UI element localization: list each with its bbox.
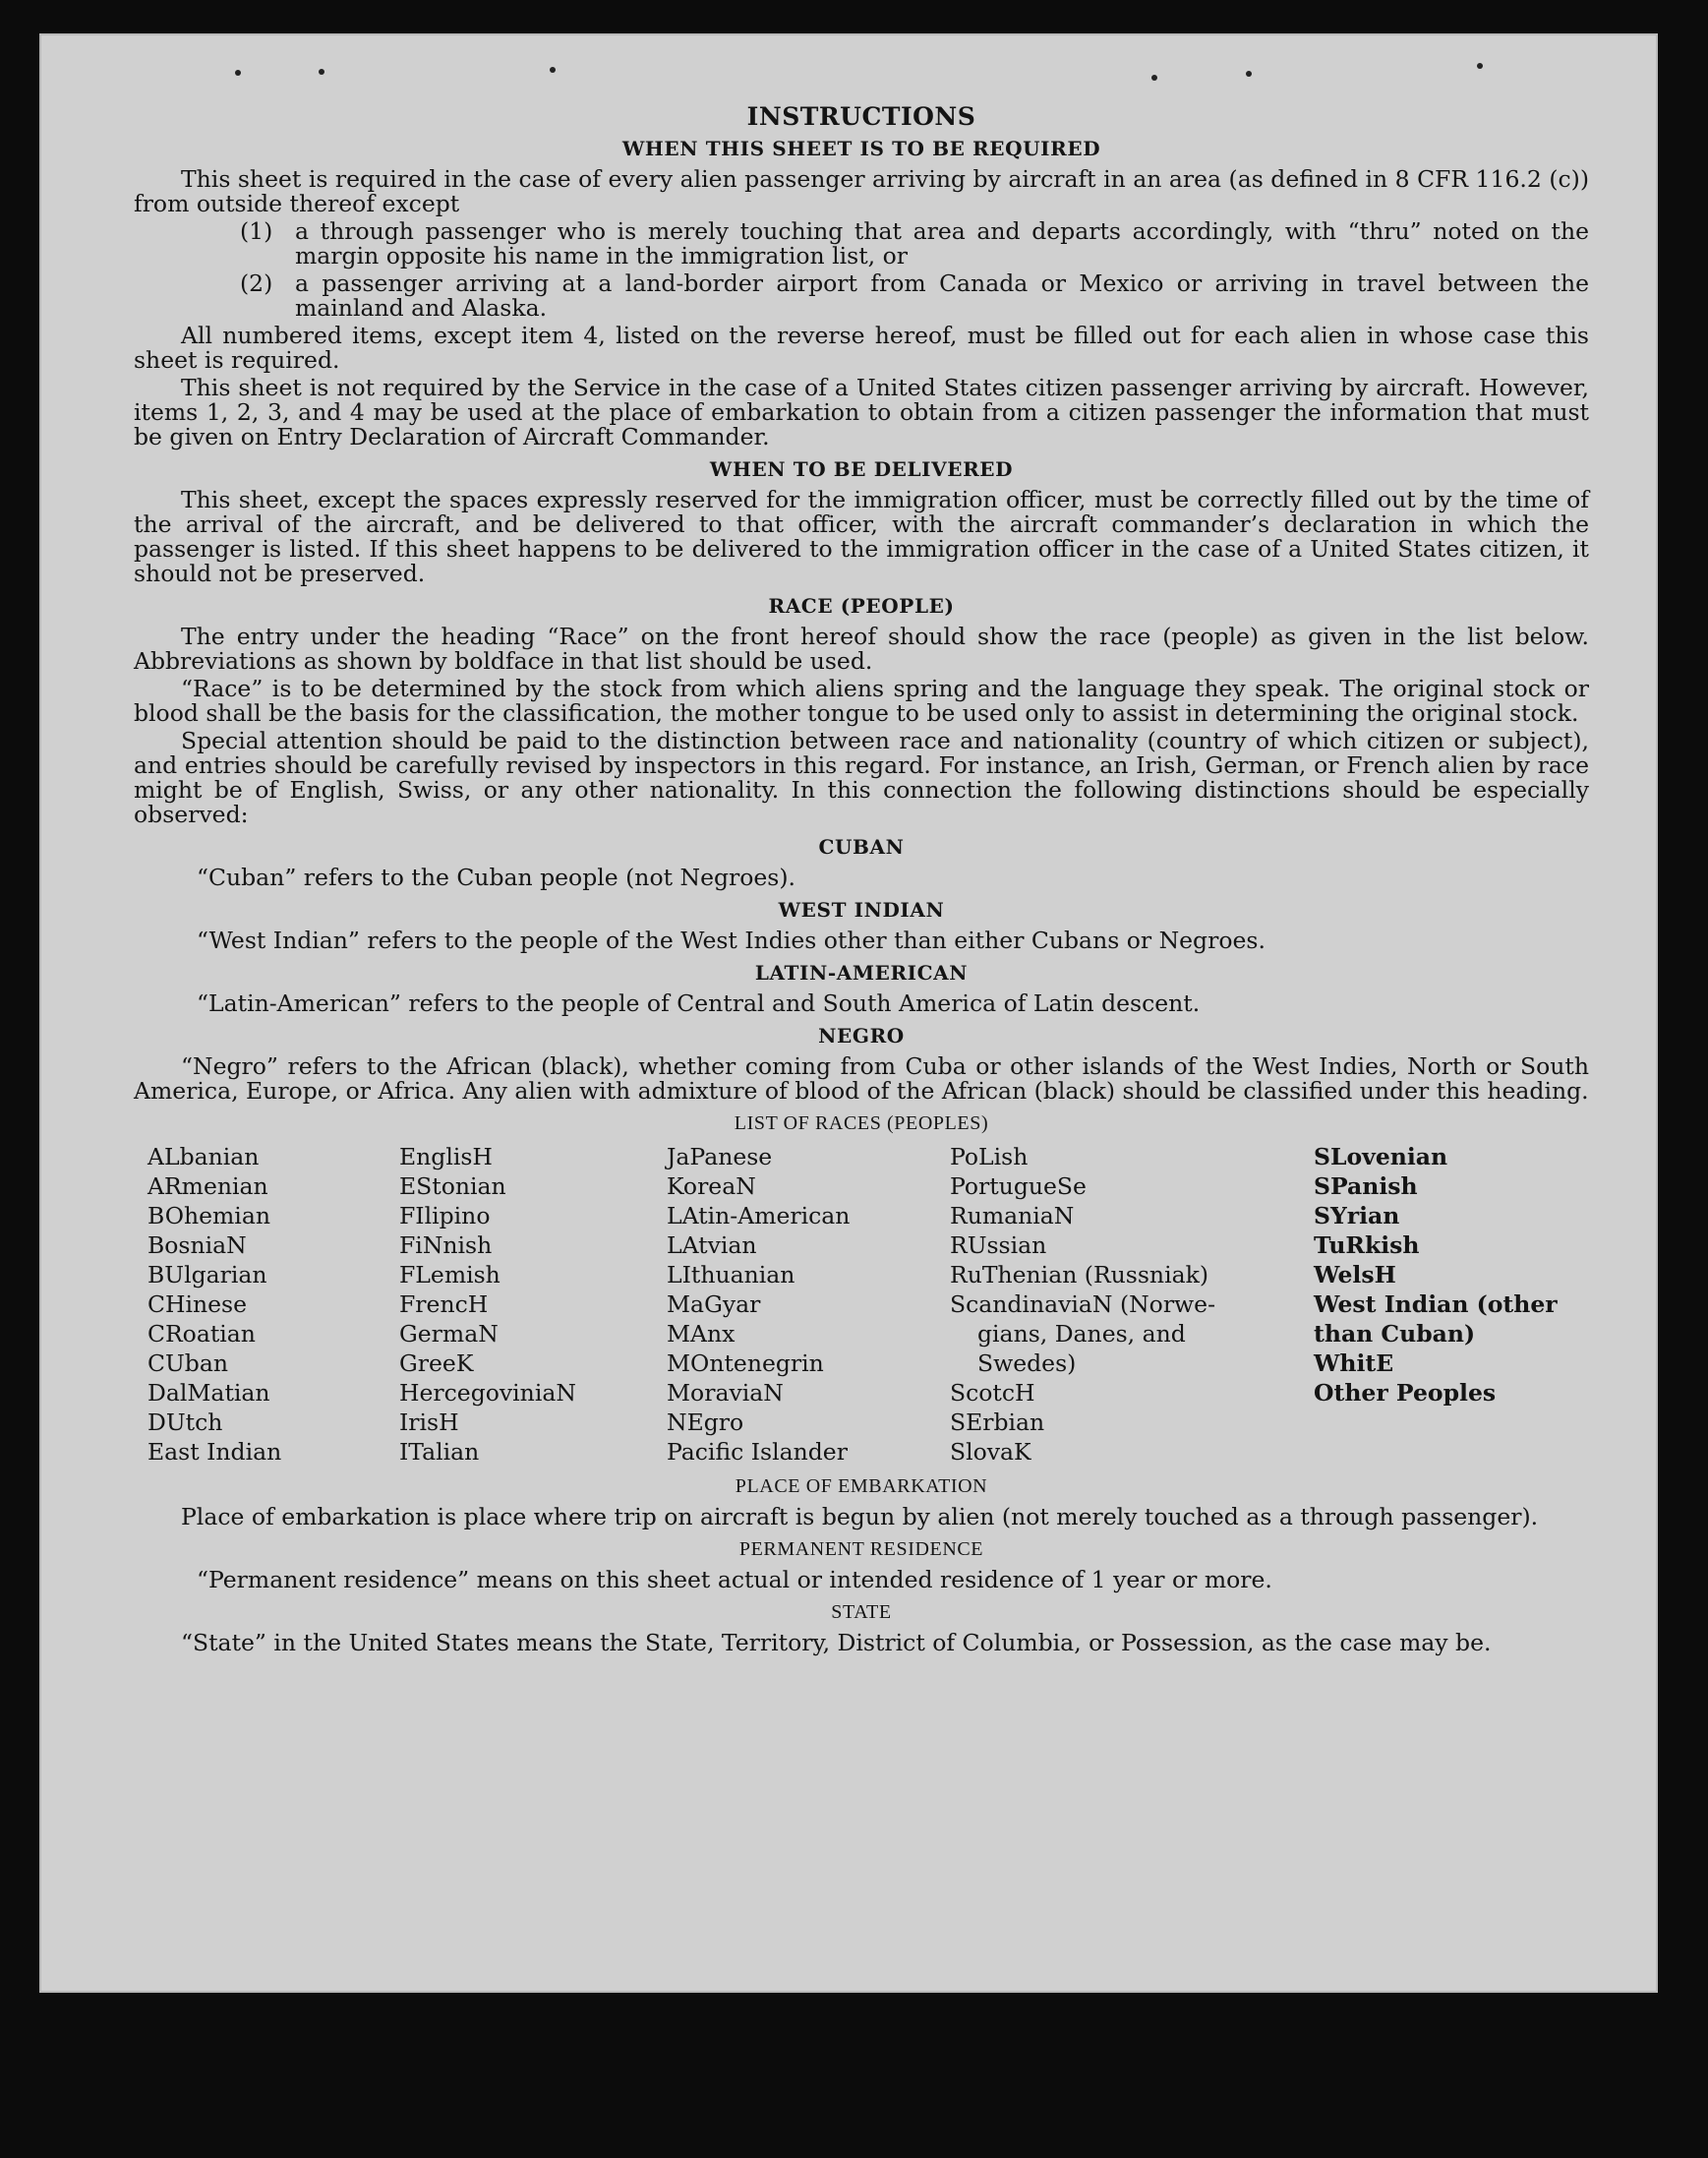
race-entry: ALbanian [147, 1143, 260, 1170]
paragraph: “Permanent residence” means on this sheet actual or intended residence of 1 year or more. [197, 1566, 1272, 1593]
paragraph: This sheet, except the spaces expressly reserved for the immigration officer, must be correctly filled out by the time of the arrival of the aircraft, and be delivered to that officer, with the aircraft commander’s declaration in which the passenger is listed. If this sheet happens to be delivered to the immigration officer in the case of a United States citizen, it should not be preserved. [134, 486, 1589, 587]
race-entry: RumaniaN [950, 1202, 1075, 1229]
race-entry: FLemish [399, 1261, 501, 1289]
race-entry: NEgro [667, 1409, 744, 1436]
race-entry: CHinese [147, 1290, 247, 1318]
section-heading-negro: NEGRO [818, 1024, 905, 1048]
race-entry: MoraviaN [667, 1379, 784, 1407]
race-entry: BUlgarian [147, 1261, 267, 1289]
section-heading-latin-american: LATIN-AMERICAN [754, 961, 969, 985]
race-entry: MAnx [667, 1320, 736, 1348]
races-list [147, 1142, 1589, 1467]
race-entry: CRoatian [147, 1320, 256, 1348]
race-entry: LAtin-American [667, 1202, 851, 1229]
race-entry: LAtvian [667, 1231, 757, 1259]
item-text: a through passenger who is merely touching that area and departs accordingly, with “thru” noted on the margin opposite his name in the immigration list, or [295, 217, 1589, 270]
race-entry: SlovaK [950, 1438, 1031, 1466]
punch-dot [235, 70, 241, 76]
race-entry: BosniaN [147, 1231, 247, 1259]
race-entry: EnglisH [399, 1143, 493, 1170]
races-column-3 [667, 1142, 950, 1467]
section-heading-delivered: WHEN TO BE DELIVERED [709, 457, 1014, 481]
list-item [134, 219, 1589, 269]
race-entry: FrencH [399, 1290, 489, 1318]
race-entry: IrisH [399, 1409, 459, 1436]
paragraph: “West Indian” refers to the people of the West Indies other than either Cubans or Negroes. [197, 927, 1266, 954]
paragraph: All numbered items, except item 4, listed on the reverse hereof, must be filled out for each alien in whose case this sheet is required. [134, 322, 1589, 374]
race-entry: ScotcH [950, 1379, 1035, 1407]
section-heading-residence: PERMANENT RESIDENCE [738, 1538, 984, 1560]
race-entry: Other Peoples [1314, 1379, 1497, 1407]
paragraph: “Cuban” refers to the Cuban people (not Negroes). [197, 864, 796, 891]
item-number: (1) [240, 217, 273, 245]
section-heading-race: RACE (PEOPLE) [768, 594, 955, 618]
paragraph: “Negro” refers to the African (black), whether coming from Cuba or other islands of the West Indies, North or South America, Europe, or Africa. Any alien with admixture of blood of the African (black) should be classified under this heading. [134, 1052, 1589, 1105]
list-item [134, 271, 1589, 321]
paragraph: This sheet is required in the case of every alien passenger arriving by aircraft in an area (as defined in 8 CFR 116.2 (c)) from outside thereof except [134, 165, 1589, 217]
races-column-1 [147, 1142, 399, 1467]
paragraph: “Race” is to be determined by the stock from which aliens spring and the language they speak. The original stock or blood shall be the basis for the classification, the mother tongue to be used only to assist in determining the original stock. [134, 675, 1589, 727]
race-entry: FiNnish [399, 1231, 493, 1259]
race-entry: TuRkish [1314, 1231, 1420, 1259]
item-text: a passenger arriving at a land-border airport from Canada or Mexico or arriving in travel between the mainland and Alaska. [295, 270, 1589, 322]
section-heading-races-list: LIST OF RACES (PEOPLES) [734, 1112, 989, 1134]
page-title: INSTRUCTIONS [746, 102, 976, 131]
document-sheet [39, 33, 1658, 1993]
paragraph: “State” in the United States means the State, Territory, District of Columbia, or Possession, as the case may be. [181, 1629, 1492, 1656]
punch-dot [319, 69, 324, 75]
race-entry: JaPanese [667, 1143, 773, 1170]
race-entry: PoLish [950, 1143, 1029, 1170]
races-column-2 [399, 1142, 667, 1467]
race-entry: LIthuanian [667, 1261, 795, 1289]
race-entry: MOntenegrin [667, 1349, 824, 1377]
race-entry: WelsH [1314, 1261, 1396, 1289]
race-entry: SPanish [1314, 1172, 1418, 1200]
section-heading-west-indian: WEST INDIAN [778, 898, 945, 922]
punch-dot [1151, 75, 1157, 81]
race-entry: SYrian [1314, 1202, 1400, 1229]
race-entry: CUban [147, 1349, 228, 1377]
race-entry: PortugueSe [950, 1172, 1087, 1200]
race-entry: East Indian [147, 1438, 282, 1466]
race-entry: ARmenian [147, 1172, 268, 1200]
item-number: (2) [240, 270, 273, 297]
race-entry: RuThenian (Russniak) [950, 1261, 1208, 1289]
paragraph: This sheet is not required by the Service in the case of a United States citizen passenger arriving by aircraft. However, items 1, 2, 3, and 4 may be used at the place of embarkation to obtain from a citizen passenger the information that must be given on Entry Declaration of Aircraft Commander. [134, 374, 1589, 450]
punch-dot [1477, 63, 1483, 69]
instructions-content [134, 104, 1589, 1658]
paragraph: “Latin-American” refers to the people of Central and South America of Latin descent. [197, 989, 1201, 1017]
race-entry: WhitE [1314, 1349, 1394, 1377]
race-entry: EStonian [399, 1172, 506, 1200]
race-entry: KoreaN [667, 1172, 756, 1200]
race-entry: RUssian [950, 1231, 1047, 1259]
race-entry: than Cuban) [1314, 1320, 1476, 1348]
race-entry: HercegoviniaN [399, 1379, 576, 1407]
race-entry: SErbian [950, 1409, 1045, 1436]
race-entry: GermaN [399, 1320, 499, 1348]
races-column-4 [950, 1142, 1314, 1467]
punch-dot [1246, 71, 1252, 77]
race-entry: DUtch [147, 1409, 223, 1436]
paragraph: The entry under the heading “Race” on the front hereof should show the race (people) as given in the list below. Abbreviations as shown by boldface in that list should be used. [134, 623, 1589, 675]
section-heading-required: WHEN THIS SHEET IS TO BE REQUIRED [621, 137, 1101, 160]
race-entry: FIlipino [399, 1202, 491, 1229]
paragraph: Special attention should be paid to the distinction between race and nationality (country of which citizen or subject), and entries should be carefully revised by inspectors in this regard. For instance, an Irish, German, or French alien by race might be of English, Swiss, or any other nationality. In this connection the following distinctions should be especially observed: [134, 727, 1589, 828]
race-entry: ScandinaviaN (Norwe- [950, 1290, 1216, 1318]
races-column-5 [1314, 1142, 1589, 1467]
section-heading-state: STATE [831, 1601, 892, 1623]
paragraph: Place of embarkation is place where trip on aircraft is begun by alien (not merely touched as a through passenger). [181, 1503, 1539, 1530]
race-entry: BOhemian [147, 1202, 270, 1229]
race-entry: ITalian [399, 1438, 480, 1466]
race-entry: gians, Danes, and [977, 1320, 1186, 1348]
race-entry: MaGyar [667, 1290, 761, 1318]
section-heading-cuban: CUBAN [818, 835, 905, 859]
race-entry: DalMatian [147, 1379, 270, 1407]
race-entry: Swedes) [977, 1349, 1077, 1377]
race-entry: SLovenian [1314, 1143, 1448, 1170]
race-entry: West Indian (other [1314, 1290, 1558, 1318]
race-entry: GreeK [399, 1349, 474, 1377]
punch-dot [550, 67, 556, 73]
section-heading-embarkation: PLACE OF EMBARKATION [735, 1475, 988, 1497]
race-entry: Pacific Islander [667, 1438, 848, 1466]
